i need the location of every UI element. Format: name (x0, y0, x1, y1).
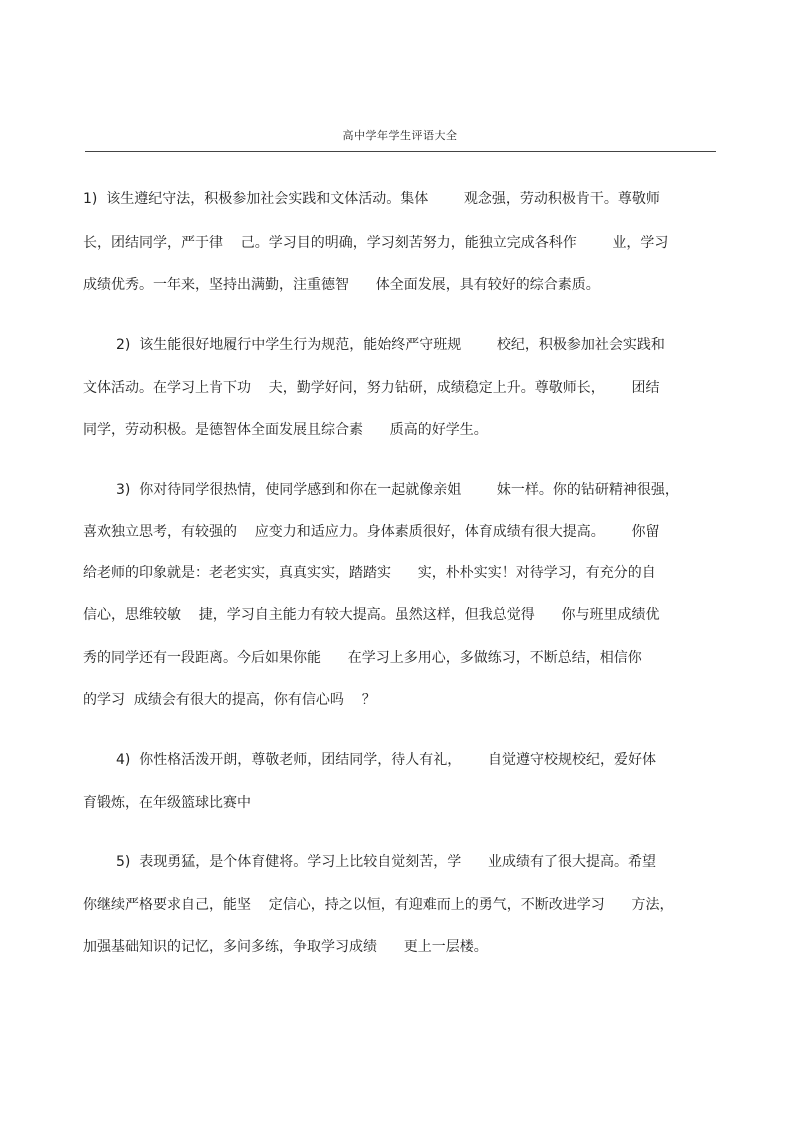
paragraph-line: 文体活动。在学习上肯下功 夫，勤学好问，努力钻研，成绩稳定上升。尊敬师长， 团结 (83, 380, 660, 396)
paragraph-line: 成绩优秀。一年来，坚持出满勤，注重德智 体全面发展，具有较好的综合素质。 (83, 277, 600, 293)
paragraph-line: 给老师的印象就是：老老实实，真真实实，踏踏实 实，朴朴实实！对待学习，有充分的自 (83, 565, 656, 581)
paragraph-line: 5) 表现勇猛，是个体育健将。学习上比较自觉刻苦，学 业成绩有了很大提高。希望 (116, 854, 656, 870)
paragraph-line: 1) 该生遵纪守法，积极参加社会实践和文体活动。集体 观念强，劳动积极肯干。尊敬师 (83, 191, 660, 207)
paragraph-line: 2) 该生能很好地履行中学生行为规范，能始终严守班规 校纪，积极参加社会实践和 (116, 337, 665, 353)
paragraph-line: 育锻炼，在年级篮球比赛中 (83, 795, 251, 811)
paragraph-line: 3) 你对待同学很热情，使同学感到和你在一起就像亲姐 妹一样。你的钻研精神很强， (116, 482, 679, 498)
header-divider (85, 151, 716, 152)
paragraph-line: 喜欢独立思考，有较强的 应变力和适应力。身体素质很好，体育成绩有很大提高。 你留 (83, 524, 660, 540)
paragraph-line: 的学习 成绩会有很大的提高，你有信心吗 ？ (83, 692, 376, 708)
paragraph-line: 同学，劳动积极。是德智体全面发展且综合素 质高的好学生。 (83, 422, 488, 438)
page-title: 高中学年学生评语大全 (342, 129, 458, 142)
paragraph-line: 4) 你性格活泼开朗，尊敬老师，团结同学，待人有礼， 自觉遵守校规校纪，爱好体 (116, 752, 656, 768)
paragraph-line: 信心，思维较敏 捷，学习自主能力有较大提高。虽然这样，但我总觉得 你与班里成绩优 (83, 607, 660, 623)
paragraph-line: 你继续严格要求自己，能坚 定信心，持之以恒，有迎难而上的勇气，不断改进学习 方法， (83, 897, 674, 913)
paragraph-line: 加强基础知识的记忆，多问多练，争取学习成绩 更上一层楼。 (83, 939, 488, 955)
paragraph-line: 秀的同学还有一段距离。今后如果你能 在学习上多用心，多做练习，不断总结，相信你 (83, 650, 642, 666)
paragraph-line: 长，团结同学，严于律 己。学习目的明确，学习刻苦努力，能独立完成各科作 业，学习 (83, 235, 669, 251)
